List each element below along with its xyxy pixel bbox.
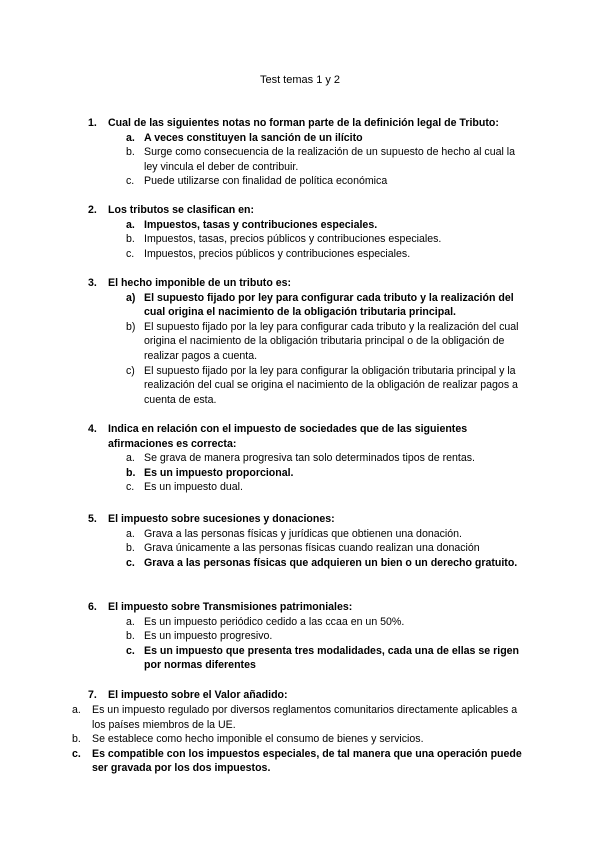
question-text: El impuesto sobre el Valor añadido:	[108, 689, 288, 701]
question-6	[88, 600, 528, 673]
question-text: Indica en relación con el impuesto de sociedades que de las siguientes afirmaciones es correcta:	[108, 423, 468, 450]
option-a: a) El supuesto fijado por ley para configurar cada tributo y la realización del cual origina el nacimiento de la obligación tributaria principal.	[126, 291, 514, 319]
question-number: 2.	[88, 204, 97, 216]
question-number: 7.	[88, 689, 97, 701]
option-b: b. Es un impuesto proporcional.	[126, 466, 294, 479]
option-c: c. Puede utilizarse con finalidad de política económica	[126, 175, 388, 188]
question-1	[88, 116, 528, 189]
question-number: 4.	[88, 423, 97, 435]
option-a: a. A veces constituyen la sanción de un ilícito	[126, 131, 363, 144]
document-title: Test temas 1 y 2	[259, 74, 341, 86]
option-c: c. Grava a las personas físicas que adquieren un bien o un derecho gratuito.	[126, 556, 518, 569]
option-c: c. Es un impuesto que presenta tres modalidades, cada una de ellas se rigen por normas diferentes	[126, 644, 520, 672]
question-text: El impuesto sobre sucesiones y donaciones:	[108, 513, 335, 525]
question-number: 6.	[88, 601, 97, 613]
option-a: a. Impuestos, tasas y contribuciones especiales.	[126, 218, 378, 231]
question-2	[88, 203, 528, 261]
option-b: b) El supuesto fijado por la ley para configurar cada tributo y la realización del cual origina el nacimiento de la obligación tributaria principal o de la obligación de realizar pagos a cuenta.	[126, 320, 519, 362]
option-a: a. Es un impuesto regulado por diversos reglamentos comunitarios directamente aplicables a los países miembros de la UE.	[72, 704, 518, 731]
option-a: a. Es un impuesto periódico cedido a las ccaa en un 50%.	[126, 615, 405, 628]
question-number: 1.	[88, 117, 97, 129]
option-c: c. Impuestos, precios públicos y contribuciones especiales.	[126, 247, 411, 260]
question-7-options	[72, 703, 528, 776]
option-c: c. Es compatible con los impuestos especiales, de tal manera que una operación puede ser gravada por los dos impuestos.	[72, 747, 522, 775]
option-a: a. Se grava de manera progresiva tan solo determinados tipos de rentas.	[126, 452, 475, 465]
question-text: El impuesto sobre Transmisiones patrimoniales:	[108, 601, 353, 613]
option-b: b. Impuestos, tasas, precios públicos y contribuciones especiales.	[126, 233, 442, 246]
question-5	[88, 512, 528, 570]
question-number: 3.	[88, 277, 97, 289]
question-text: Cual de las siguientes notas no forman parte de la definición legal de Tributo:	[108, 117, 499, 129]
option-b: b. Es un impuesto progresivo.	[126, 630, 273, 643]
option-a: a. Grava a las personas físicas y jurídicas que obtienen una donación.	[126, 527, 463, 540]
option-c: c) El supuesto fijado por la ley para configurar la obligación tributaria principal y la realización del cual se origina el nacimiento de la obligación de realizar pagos a cuenta de esta.	[126, 364, 518, 406]
question-text: Los tributos se clasifican en:	[108, 204, 254, 216]
question-number: 5.	[88, 513, 97, 525]
question-3	[88, 276, 528, 407]
option-b: b. Se establece como hecho imponible el consumo de bienes y servicios.	[72, 733, 424, 746]
question-4	[88, 422, 528, 495]
option-b: b. Surge como consecuencia de la realización de un supuesto de hecho al cual la ley vincula el deber de contribuir.	[126, 146, 516, 173]
option-b: b. Grava únicamente a las personas físicas cuando realizan una donación	[126, 542, 480, 555]
question-text: El hecho imponible de un tributo es:	[108, 277, 292, 289]
option-c: c. Es un impuesto dual.	[126, 481, 243, 494]
question-7	[88, 688, 528, 703]
